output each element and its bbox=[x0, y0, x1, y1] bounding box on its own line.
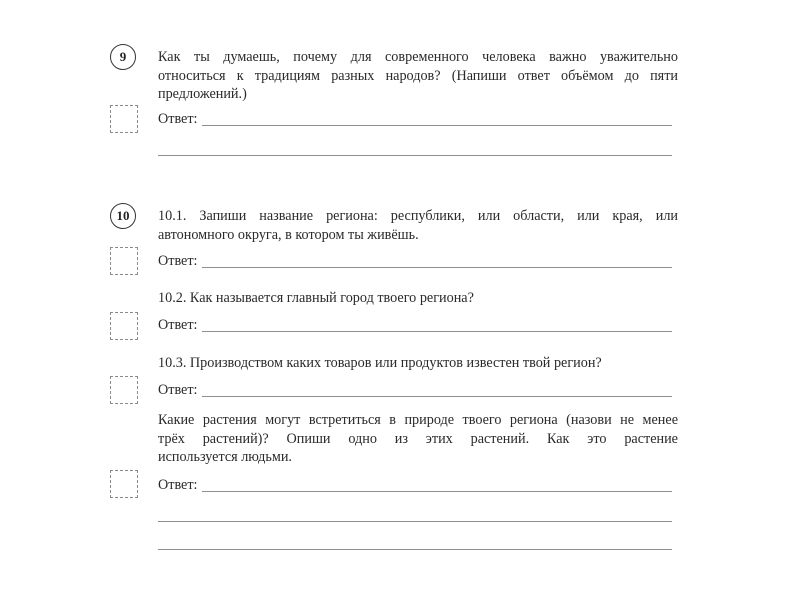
task-9-question-line-2: относиться к традициям разных народов? (Напиши ответ объёмом до пяти bbox=[158, 67, 678, 84]
task-10-1-answer-row bbox=[158, 250, 672, 270]
answer-label: Ответ: bbox=[158, 477, 198, 493]
task-10-4-question-line-2: трёх растений)? Опиши одно из этих растений. Как это растение bbox=[158, 431, 678, 447]
task-10-4-question-line-3: используется людьми. bbox=[158, 449, 292, 465]
answer-label: Ответ: bbox=[158, 317, 198, 333]
task-10-3-question: 10.3. Производством каких товаров или продуктов известен твой регион? bbox=[158, 355, 602, 371]
task-9-question-line-1: Как ты думаешь, почему для современного человека важно уважительно bbox=[158, 49, 678, 65]
task-number: 10 bbox=[116, 208, 130, 223]
score-box-10-4 bbox=[110, 470, 138, 498]
score-box-10-3 bbox=[110, 376, 138, 404]
task-10-4-answer-row bbox=[158, 474, 672, 494]
score-box-10-2 bbox=[110, 312, 138, 340]
answer-label: Ответ: bbox=[158, 111, 198, 127]
task-10-2-answer-row bbox=[158, 314, 672, 334]
answer-label: Ответ: bbox=[158, 253, 198, 269]
task-10-3-answer-row bbox=[158, 379, 672, 399]
task-10-1-question-line-2: автономного округа, в котором ты живёшь. bbox=[158, 227, 419, 243]
task-10-2-question: 10.2. Как называется главный город твоего региона? bbox=[158, 290, 474, 306]
task-10-1-question-line-1: 10.1. Запиши название региона: республики, или области, или края, или bbox=[158, 208, 678, 224]
task-10-1-answer-input[interactable] bbox=[202, 251, 672, 268]
task-10-3-answer-input[interactable] bbox=[202, 380, 672, 397]
task-9-question-line-3: предложений.) bbox=[158, 86, 247, 102]
task-9-answer-row bbox=[158, 108, 672, 128]
score-box-9 bbox=[110, 105, 138, 133]
task-number-badge-10 bbox=[110, 203, 136, 229]
task-10-4-answer-extra-line-1[interactable] bbox=[158, 503, 672, 522]
task-9-answer-extra-line[interactable] bbox=[158, 137, 672, 156]
answer-label: Ответ: bbox=[158, 382, 198, 398]
score-box-10-1 bbox=[110, 247, 138, 275]
task-number-badge-9 bbox=[110, 44, 136, 70]
task-number: 9 bbox=[119, 49, 127, 64]
task-10-4-answer-input[interactable] bbox=[202, 475, 672, 492]
task-9-answer-input[interactable] bbox=[202, 109, 672, 126]
task-10-2-answer-input[interactable] bbox=[202, 315, 672, 332]
task-10-4-question-line-1: Какие растения могут встретиться в природе твоего региона (назови не менее bbox=[158, 412, 678, 428]
task-10-4-answer-extra-line-2[interactable] bbox=[158, 531, 672, 550]
